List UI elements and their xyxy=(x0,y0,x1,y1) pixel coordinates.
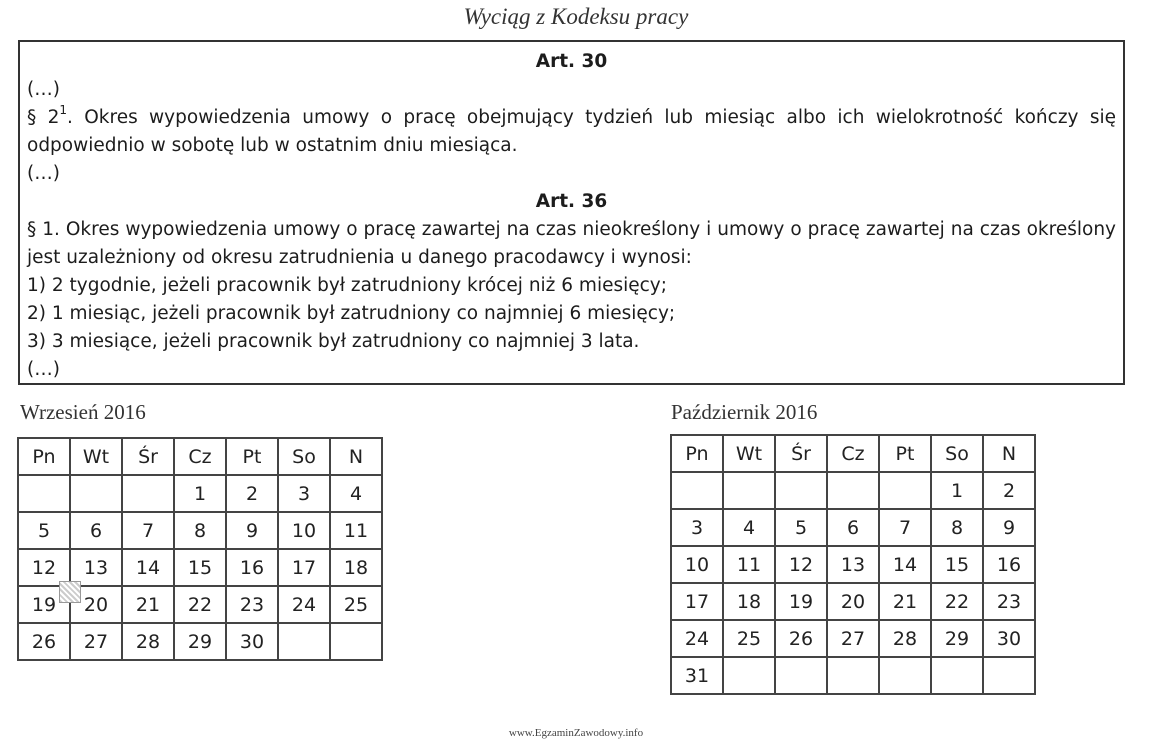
calendar-day-cell xyxy=(122,475,174,512)
paragraph-mark: § 2 xyxy=(27,107,60,128)
calendar-day-cell: 8 xyxy=(931,509,983,546)
calendar-week-row xyxy=(671,546,1035,583)
calendar-day-cell: 14 xyxy=(122,549,174,586)
calendar-day-cell: 21 xyxy=(879,583,931,620)
calendar-day-cell: 27 xyxy=(70,623,122,660)
calendar-title-october: Październik 2016 xyxy=(671,400,818,424)
calendar-day-cell: 29 xyxy=(931,620,983,657)
calendar-day-cell: 15 xyxy=(174,549,226,586)
calendar-day-cell: 11 xyxy=(723,546,775,583)
calendar-day-cell: 29 xyxy=(174,623,226,660)
weekday-header: Pn xyxy=(671,435,723,472)
calendar-day-cell: 3 xyxy=(278,475,330,512)
calendar-day-cell: 6 xyxy=(827,509,879,546)
calendar-september xyxy=(17,437,383,661)
weekday-header: Cz xyxy=(827,435,879,472)
page-title: Wyciąg z Kodeksu pracy xyxy=(463,4,689,29)
calendar-day-cell xyxy=(931,657,983,694)
calendar-header-row xyxy=(671,435,1035,472)
calendar-day-cell: 13 xyxy=(70,549,122,586)
calendar-day-cell: 25 xyxy=(330,586,382,623)
calendar-day-cell: 31 xyxy=(671,657,723,694)
calendar-day-cell xyxy=(775,472,827,509)
calendar-week-row xyxy=(18,512,382,549)
calendar-day-cell: 16 xyxy=(226,549,278,586)
calendar-october xyxy=(670,434,1036,695)
calendar-week-row xyxy=(18,623,382,660)
paragraph-text: . Okres wypowiedzenia umowy o pracę obejmujący tydzień lub miesiąc albo ich wielokrotność kończy się xyxy=(67,107,1116,128)
calendar-day-cell: 7 xyxy=(122,512,174,549)
calendar-day-cell: 17 xyxy=(671,583,723,620)
calendar-day-cell: 23 xyxy=(226,586,278,623)
calendar-week-row xyxy=(671,509,1035,546)
weekday-header: Cz xyxy=(174,438,226,475)
ellipsis: (…) xyxy=(27,163,60,184)
calendar-day-cell: 16 xyxy=(983,546,1035,583)
calendar-day-cell: 13 xyxy=(827,546,879,583)
calendar-day-cell xyxy=(70,475,122,512)
calendar-day-cell: 9 xyxy=(226,512,278,549)
weekday-header: Pt xyxy=(879,435,931,472)
calendar-day-cell: 26 xyxy=(775,620,827,657)
article-36-item-2: 2) 1 miesiąc, jeżeli pracownik był zatrudniony co najmniej 6 miesięcy; xyxy=(27,303,676,324)
calendar-day-cell: 2 xyxy=(226,475,278,512)
calendar-week-row xyxy=(671,620,1035,657)
calendar-day-cell: 18 xyxy=(330,549,382,586)
ellipsis: (…) xyxy=(27,359,60,380)
code-excerpt-box xyxy=(18,40,1125,385)
calendar-day-cell: 4 xyxy=(723,509,775,546)
calendar-day-cell xyxy=(723,657,775,694)
ellipsis: (…) xyxy=(27,79,60,100)
calendar-day-cell: 30 xyxy=(983,620,1035,657)
calendar-day-cell xyxy=(671,472,723,509)
weekday-header: So xyxy=(931,435,983,472)
calendar-day-cell: 12 xyxy=(775,546,827,583)
calendar-day-cell: 5 xyxy=(18,512,70,549)
calendar-day-cell: 20 xyxy=(70,586,122,623)
weekday-header: Śr xyxy=(775,435,827,472)
calendar-day-cell: 5 xyxy=(775,509,827,546)
placeholder-icon xyxy=(59,581,81,603)
calendar-day-cell: 28 xyxy=(122,623,174,660)
weekday-header: N xyxy=(330,438,382,475)
calendar-day-cell: 8 xyxy=(174,512,226,549)
calendar-day-cell: 14 xyxy=(879,546,931,583)
weekday-header: Pt xyxy=(226,438,278,475)
article-30-paragraph-line-1 xyxy=(27,104,1116,132)
calendar-day-cell: 20 xyxy=(827,583,879,620)
calendar-day-cell: 22 xyxy=(931,583,983,620)
weekday-header: Wt xyxy=(70,438,122,475)
weekday-header: Śr xyxy=(122,438,174,475)
calendar-day-cell: 25 xyxy=(723,620,775,657)
calendar-week-row xyxy=(18,475,382,512)
calendar-day-cell: 21 xyxy=(122,586,174,623)
article-36-paragraph-line-2: jest uzależniony od okresu zatrudnienia u danego pracodawcy i wynosi: xyxy=(27,247,692,268)
calendar-day-cell: 26 xyxy=(18,623,70,660)
calendar-day-cell: 2 xyxy=(983,472,1035,509)
calendar-week-row xyxy=(671,583,1035,620)
calendar-day-cell: 19 xyxy=(18,586,70,623)
paragraph-superscript: 1 xyxy=(59,102,67,117)
article-30-heading: Art. 30 xyxy=(535,51,608,72)
article-36-paragraph-line-1: § 1. Okres wypowiedzenia umowy o pracę zawartej na czas nieokreślony i umowy o pracę zawartej na czas określony xyxy=(27,219,1116,240)
calendar-day-cell: 6 xyxy=(70,512,122,549)
calendar-day-cell: 28 xyxy=(879,620,931,657)
calendar-day-cell: 15 xyxy=(931,546,983,583)
calendar-day-cell xyxy=(775,657,827,694)
calendar-day-cell xyxy=(879,657,931,694)
calendar-week-row xyxy=(671,472,1035,509)
footer-url: www.EgzaminZawodowy.info xyxy=(508,727,644,739)
weekday-header: So xyxy=(278,438,330,475)
calendar-day-cell: 9 xyxy=(983,509,1035,546)
calendar-day-cell: 24 xyxy=(671,620,723,657)
weekday-header: Pn xyxy=(18,438,70,475)
calendar-day-cell: 19 xyxy=(775,583,827,620)
article-36-item-1: 1) 2 tygodnie, jeżeli pracownik był zatrudniony krócej niż 6 miesięcy; xyxy=(27,275,667,296)
article-36-heading: Art. 36 xyxy=(535,191,608,212)
calendar-day-cell: 18 xyxy=(723,583,775,620)
calendar-day-cell xyxy=(18,475,70,512)
calendar-day-cell xyxy=(983,657,1035,694)
calendar-day-cell: 11 xyxy=(330,512,382,549)
calendar-day-cell: 17 xyxy=(278,549,330,586)
calendar-day-cell: 10 xyxy=(278,512,330,549)
calendar-day-cell: 10 xyxy=(671,546,723,583)
calendar-day-cell xyxy=(827,657,879,694)
calendar-day-cell: 30 xyxy=(226,623,278,660)
article-30-paragraph-line-2: odpowiednio w sobotę lub w ostatnim dniu miesiąca. xyxy=(27,135,518,156)
calendar-day-cell: 12 xyxy=(18,549,70,586)
calendar-day-cell xyxy=(723,472,775,509)
calendar-week-row xyxy=(671,657,1035,694)
calendar-day-cell xyxy=(827,472,879,509)
calendar-day-cell: 7 xyxy=(879,509,931,546)
calendar-day-cell xyxy=(330,623,382,660)
calendar-header-row xyxy=(18,438,382,475)
calendar-title-september: Wrzesień 2016 xyxy=(20,400,146,424)
weekday-header: N xyxy=(983,435,1035,472)
calendar-day-cell: 27 xyxy=(827,620,879,657)
calendar-day-cell: 22 xyxy=(174,586,226,623)
calendar-day-cell: 23 xyxy=(983,583,1035,620)
calendar-day-cell: 1 xyxy=(931,472,983,509)
calendar-day-cell xyxy=(879,472,931,509)
calendar-day-cell xyxy=(278,623,330,660)
article-36-item-3: 3) 3 miesiące, jeżeli pracownik był zatrudniony co najmniej 3 lata. xyxy=(27,331,640,352)
calendar-day-cell: 4 xyxy=(330,475,382,512)
calendar-day-cell: 24 xyxy=(278,586,330,623)
calendar-day-cell: 1 xyxy=(174,475,226,512)
calendar-day-cell: 3 xyxy=(671,509,723,546)
weekday-header: Wt xyxy=(723,435,775,472)
